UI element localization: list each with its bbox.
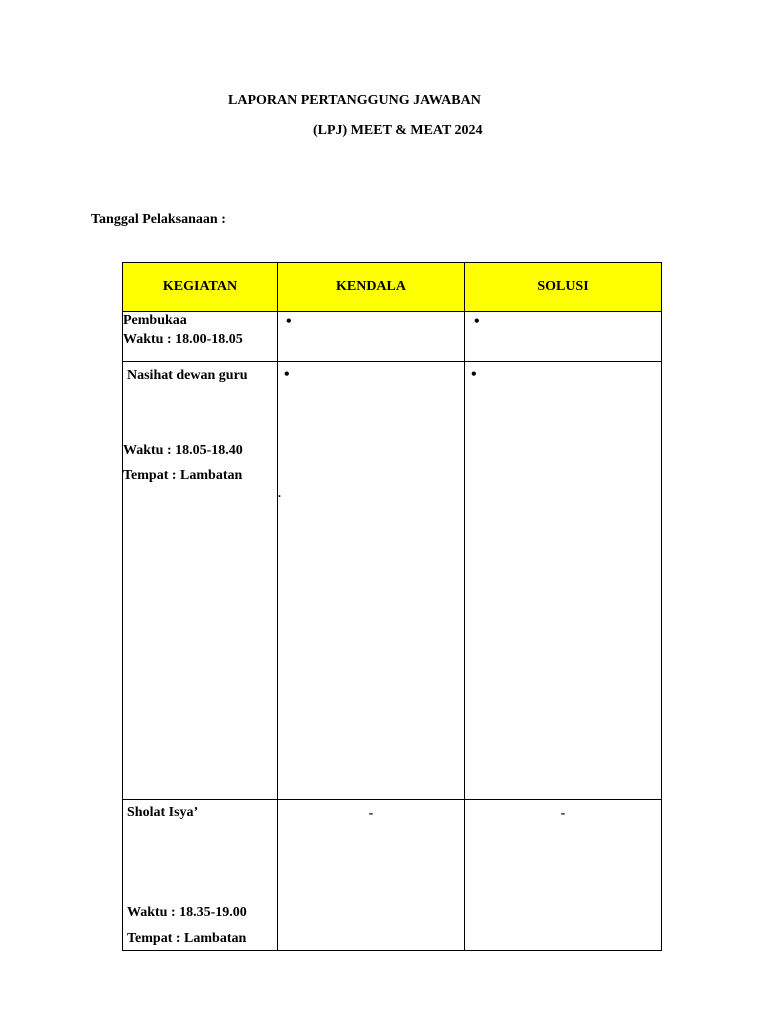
bullet-icon: • — [474, 313, 480, 330]
solusi-cell — [465, 800, 662, 951]
activity-name: Sholat Isya’ — [127, 805, 199, 820]
activity-place: Tempat : Lambatan — [127, 931, 247, 946]
bullet-icon: • — [471, 366, 477, 383]
activity-cell — [123, 312, 278, 362]
stray-dot: . — [278, 486, 281, 500]
table-row — [123, 800, 662, 951]
report-subtitle: (LPJ) MEET & MEAT 2024 — [313, 123, 483, 138]
bullet-icon: • — [284, 366, 290, 383]
activity-name: Pembukaa — [123, 313, 187, 328]
table-row — [123, 312, 662, 362]
solusi-cell — [465, 362, 662, 800]
report-title: LAPORAN PERTANGGUNG JAWABAN — [228, 93, 481, 108]
table-header-row — [123, 263, 662, 312]
kendala-cell — [278, 800, 465, 951]
report-table — [122, 262, 662, 951]
solusi-cell — [465, 312, 662, 362]
header-kendala: KENDALA — [278, 263, 465, 312]
activity-time: Waktu : 18.35-19.00 — [127, 905, 247, 920]
activity-name: Nasihat dewan guru — [127, 368, 248, 383]
activity-place: Tempat : Lambatan — [123, 468, 243, 483]
table-row — [123, 362, 662, 800]
activity-time: Waktu : 18.00-18.05 — [123, 332, 243, 347]
header-kegiatan: KEGIATAN — [123, 263, 278, 312]
dash-marker: - — [368, 806, 374, 821]
dash-marker: - — [560, 806, 566, 821]
activity-time: Waktu : 18.05-18.40 — [123, 443, 243, 458]
kendala-cell — [278, 362, 465, 800]
kendala-cell — [278, 312, 465, 362]
bullet-icon: • — [286, 313, 292, 330]
date-label: Tanggal Pelaksanaan : — [91, 212, 226, 227]
activity-cell — [123, 362, 278, 800]
header-solusi: SOLUSI — [465, 263, 662, 312]
activity-cell — [123, 800, 278, 951]
